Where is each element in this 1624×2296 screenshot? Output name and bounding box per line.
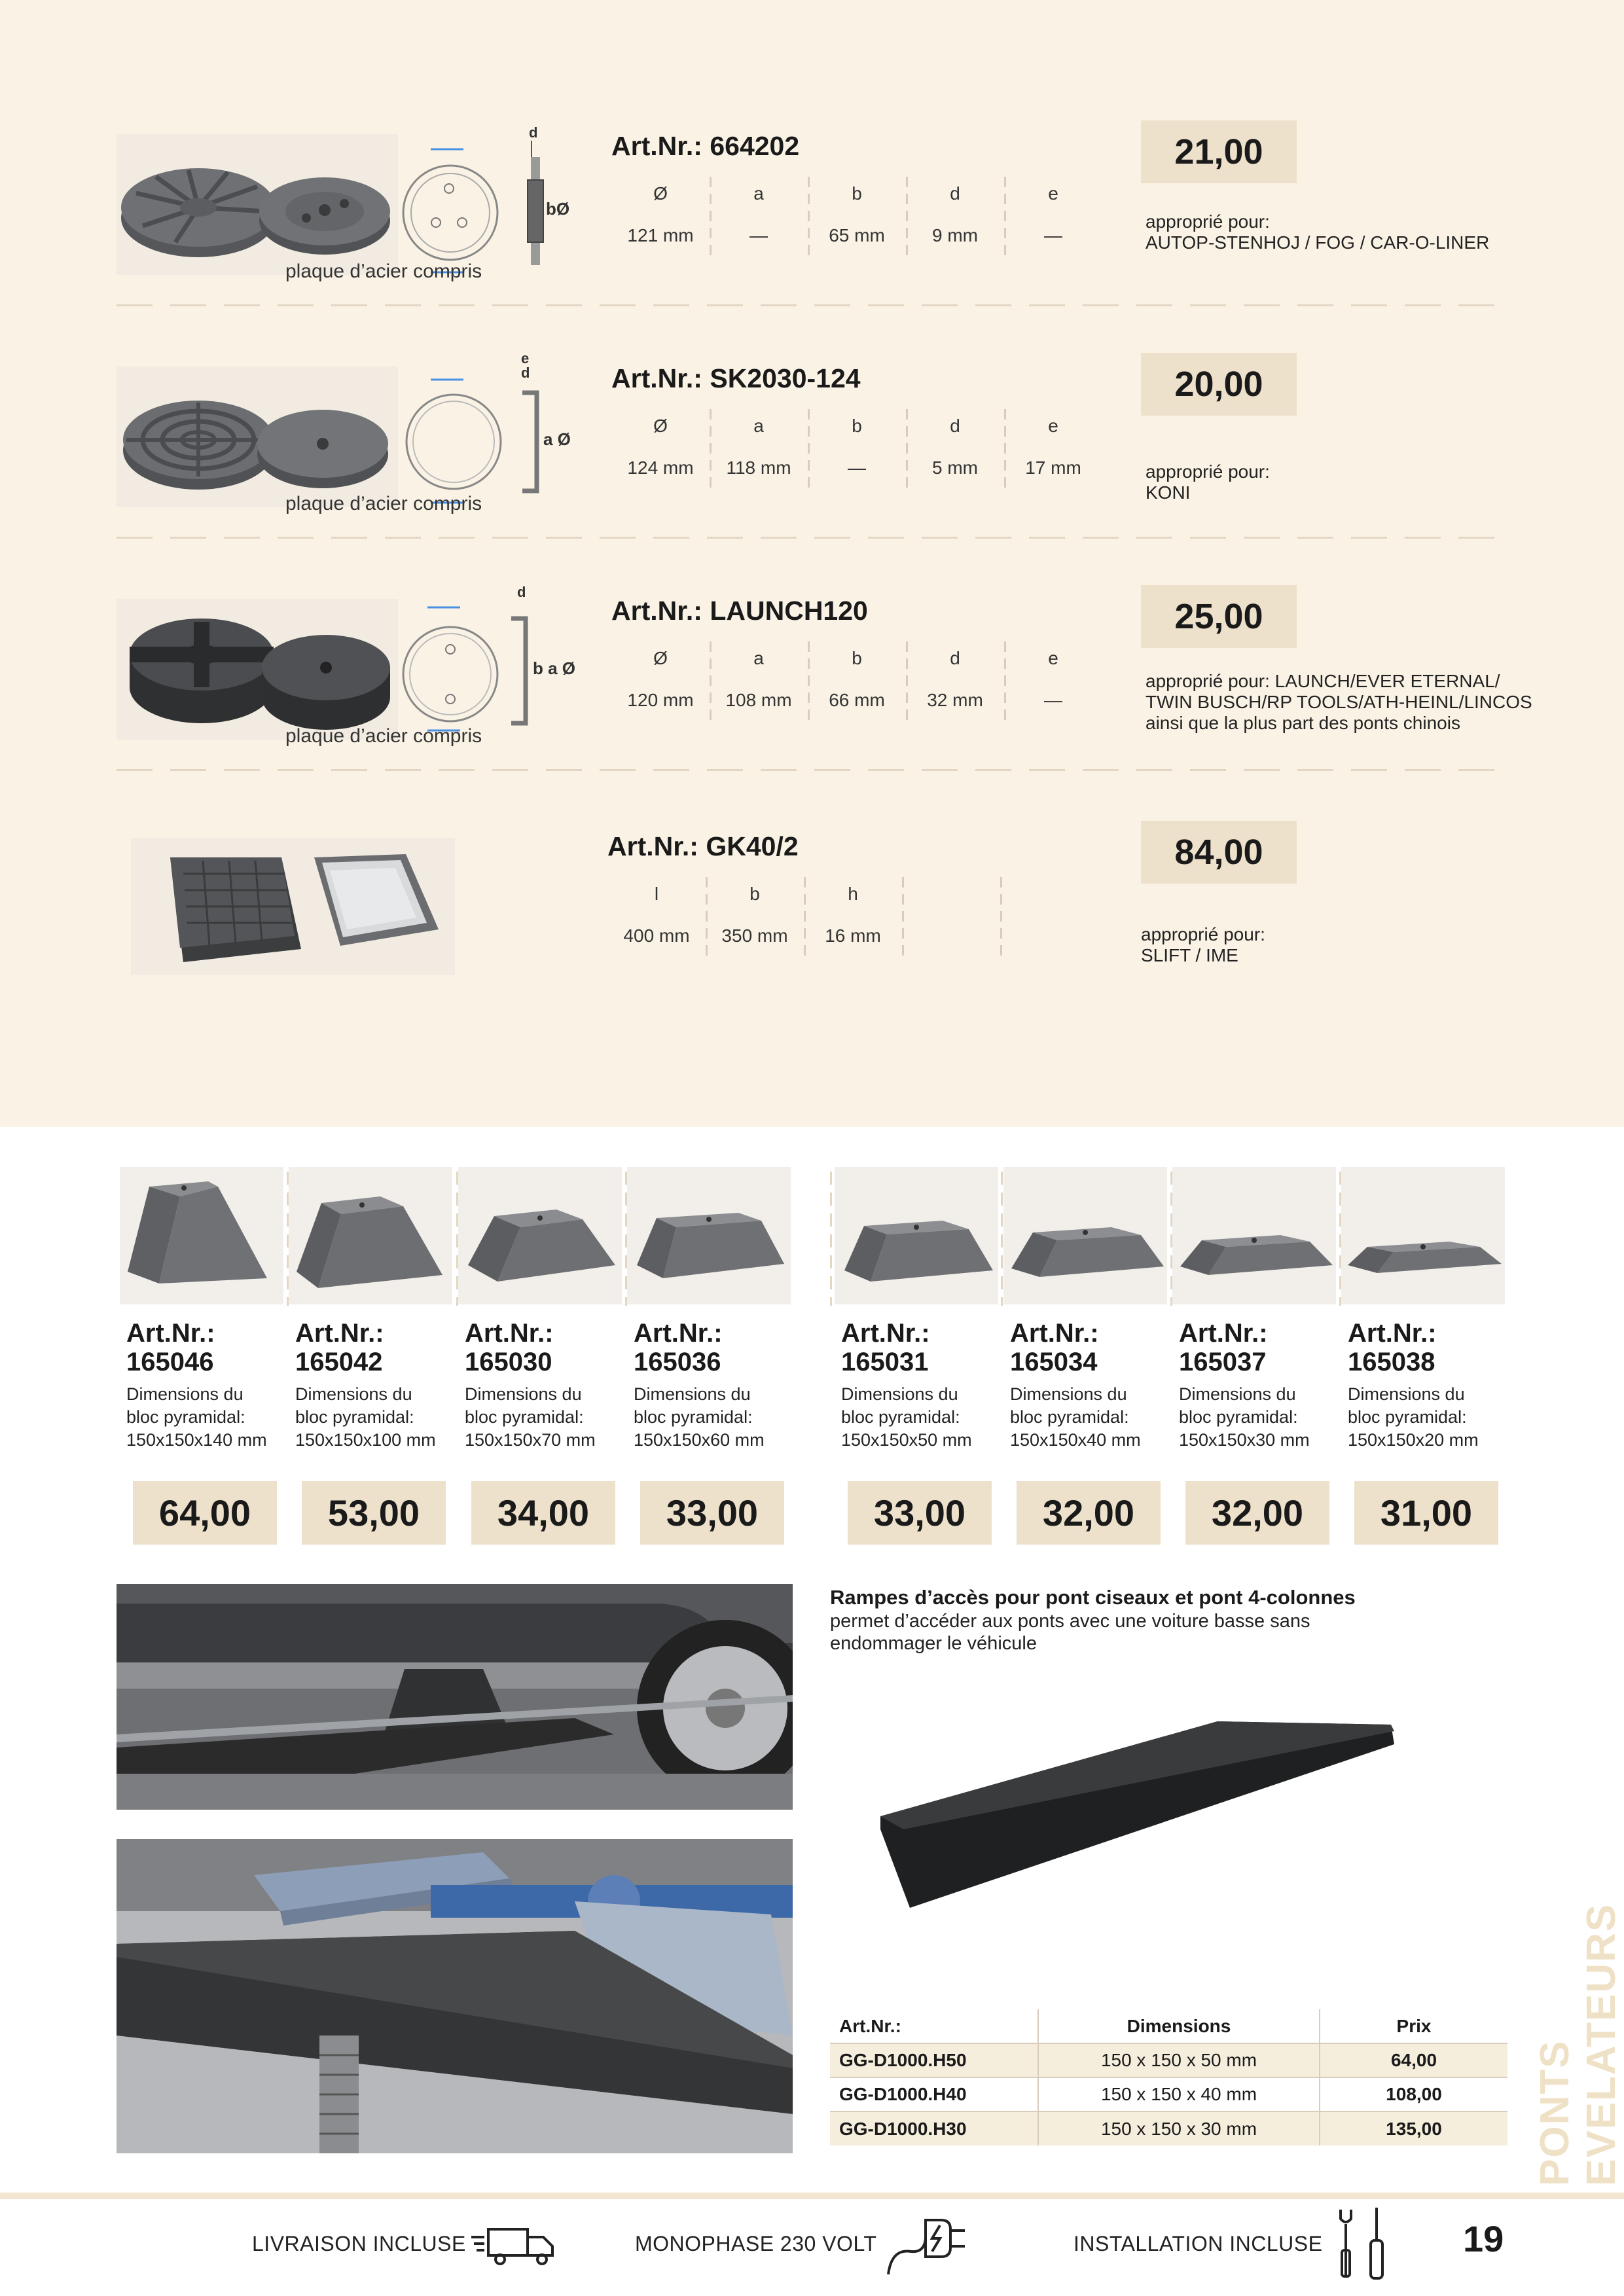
spec-header: Ø — [653, 183, 668, 204]
footer-power-text: MONOPHASE 230 VOLT — [635, 2232, 877, 2255]
table-cell-dimensions: 150 x 150 x 40 mm — [1038, 2077, 1320, 2111]
block-dimensions — [1179, 1383, 1310, 1452]
drawing-label-e: e — [521, 350, 530, 367]
drawing-label-bdiam: bØ — [546, 199, 570, 219]
ramp-photo-lift — [117, 1839, 793, 2153]
block-dimensions — [295, 1383, 436, 1452]
block-desc-line: bloc pyramidal: — [465, 1407, 584, 1427]
row-divider — [117, 537, 1498, 539]
table-header-row — [830, 2009, 1507, 2043]
block-article-number — [634, 1319, 723, 1376]
suitable-for — [1146, 461, 1578, 503]
article-number: Art.Nr.: SK2030-124 — [611, 363, 861, 393]
block-price: 53,00 — [302, 1481, 446, 1545]
pyramid-block-image — [458, 1167, 622, 1304]
spec-table — [607, 877, 1066, 969]
pyramid-block-image — [627, 1167, 791, 1304]
suitable-line: KONI — [1146, 482, 1191, 503]
block-desc-line: 150x150x60 mm — [634, 1430, 765, 1450]
article-number: Art.Nr.: GK40/2 — [607, 831, 799, 861]
spec-header: b — [749, 884, 760, 904]
suitable-for — [1141, 924, 1573, 966]
spec-divider — [1000, 877, 1002, 962]
spec-value: 66 mm — [829, 690, 885, 710]
footer-divider — [0, 2193, 1624, 2199]
spec-divider — [804, 877, 806, 962]
table-row — [830, 2077, 1507, 2111]
spec-value: 65 mm — [829, 225, 885, 245]
product-caption: plaque d’acier compris — [285, 725, 482, 747]
suitable-line: approprié pour: — [1141, 924, 1265, 944]
spec-header: d — [950, 183, 960, 204]
block-price: 33,00 — [640, 1481, 784, 1545]
block-desc-line: bloc pyramidal: — [1348, 1407, 1467, 1427]
block-art-number: 165036 — [634, 1348, 721, 1376]
spec-divider — [710, 409, 712, 494]
product-caption: plaque d’acier compris — [285, 260, 482, 282]
spec-header: l — [654, 884, 659, 904]
block-desc-line: bloc pyramidal: — [634, 1407, 753, 1427]
spec-header: a — [753, 183, 764, 204]
block-desc-line: Dimensions du — [295, 1384, 412, 1404]
block-art-number: 165031 — [841, 1348, 929, 1376]
suitable-line: ainsi que la plus part des ponts chinois — [1146, 713, 1460, 733]
ramp-product-image — [851, 1689, 1401, 1914]
pyramid-block-image — [1341, 1167, 1505, 1304]
spec-value: 124 mm — [627, 457, 694, 478]
column-divider — [830, 1172, 832, 1306]
spec-value: 118 mm — [726, 457, 791, 478]
suitable-line: SLIFT / IME — [1141, 945, 1238, 965]
block-price: 31,00 — [1354, 1481, 1498, 1545]
spec-table — [611, 177, 1070, 268]
table-cell-art: GG-D1000.H50 — [830, 2043, 1038, 2077]
block-dimensions — [841, 1383, 972, 1452]
block-art-label: Art.Nr.: — [1179, 1319, 1268, 1348]
spec-header: b — [852, 416, 862, 436]
block-dimensions — [126, 1383, 267, 1452]
block-article-number — [1179, 1319, 1268, 1376]
block-article-number — [1348, 1319, 1437, 1376]
block-desc-line: Dimensions du — [126, 1384, 244, 1404]
spec-value: — — [848, 457, 866, 478]
drawing-label-badiam: b a Ø — [533, 658, 576, 678]
footer-install-text: INSTALLATION INCLUSE — [1074, 2232, 1323, 2255]
spec-divider — [906, 409, 908, 494]
product-caption: plaque d’acier compris — [285, 493, 482, 514]
block-article-number — [465, 1319, 554, 1376]
block-desc-line: 150x150x30 mm — [1179, 1430, 1310, 1450]
spec-header: b — [852, 183, 862, 204]
block-price: 33,00 — [848, 1481, 992, 1545]
suitable-line: TWIN BUSCH/RP TOOLS/ATH-HEINL/LINCOS — [1146, 692, 1532, 712]
pyramid-block-image — [1003, 1167, 1167, 1304]
price-badge: 84,00 — [1141, 821, 1297, 884]
ramp-price-table — [830, 2009, 1507, 2145]
block-desc-line: Dimensions du — [634, 1384, 751, 1404]
rubber-pad-photo — [117, 599, 398, 740]
price-badge: 25,00 — [1141, 585, 1297, 648]
spec-value: — — [1044, 690, 1062, 710]
block-price: 64,00 — [133, 1481, 277, 1545]
block-desc-line: Dimensions du — [1010, 1384, 1127, 1404]
block-art-label: Art.Nr.: — [295, 1319, 384, 1348]
pyramid-block-image — [835, 1167, 998, 1304]
spec-divider — [906, 641, 908, 726]
spec-header: a — [753, 416, 764, 436]
footer-delivery-text: LIVRAISON INCLUSE — [252, 2232, 466, 2255]
product-row-launch120 — [0, 583, 1624, 805]
table-cell-art: GG-D1000.H30 — [830, 2111, 1038, 2145]
suitable-for — [1146, 671, 1578, 734]
spec-table — [611, 641, 1070, 733]
block-desc-line: Dimensions du — [841, 1384, 958, 1404]
block-dimensions — [1010, 1383, 1141, 1452]
rubber-mat-photo — [131, 838, 455, 975]
pyramid-block-image — [1172, 1167, 1336, 1304]
page-number: 19 — [1463, 2218, 1504, 2259]
block-desc-line: Dimensions du — [1179, 1384, 1296, 1404]
block-desc-line: Dimensions du — [1348, 1384, 1465, 1404]
spec-divider — [906, 177, 908, 262]
suitable-for — [1146, 211, 1578, 253]
spec-header: h — [848, 884, 858, 904]
spec-header: e — [1048, 648, 1058, 668]
spec-divider — [808, 641, 810, 726]
table-header-dimensions: Dimensions — [1038, 2009, 1320, 2043]
table-cell-dimensions: 150 x 150 x 50 mm — [1038, 2043, 1320, 2077]
side-section-label: PONTS EVELATEURS — [1532, 1903, 1624, 2186]
tools-icon — [1334, 2204, 1393, 2283]
spec-divider — [1004, 177, 1006, 262]
table-row — [830, 2043, 1507, 2077]
power-plug-icon — [885, 2212, 977, 2278]
spec-divider — [1004, 409, 1006, 494]
block-art-label: Art.Nr.: — [126, 1319, 215, 1348]
block-desc-line: bloc pyramidal: — [1010, 1407, 1129, 1427]
column-divider — [1001, 1172, 1003, 1306]
block-art-number: 165046 — [126, 1348, 214, 1376]
rubber-pad-photo — [117, 134, 398, 275]
spec-divider — [902, 877, 904, 962]
suitable-line: AUTOP-STENHOJ / FOG / CAR-O-LINER — [1146, 232, 1490, 253]
table-header-art: Art.Nr.: — [830, 2009, 1038, 2043]
block-desc-line: 150x150x20 mm — [1348, 1430, 1479, 1450]
product-row-gk40-2 — [0, 818, 1624, 1041]
pyramid-block-image — [289, 1167, 452, 1304]
block-desc-line: bloc pyramidal: — [1179, 1407, 1298, 1427]
spec-value: 32 mm — [927, 690, 983, 710]
spec-value: 17 mm — [1025, 457, 1081, 478]
table-cell-price: 108,00 — [1320, 2077, 1507, 2111]
spec-divider — [1004, 641, 1006, 726]
block-desc-line: bloc pyramidal: — [126, 1407, 245, 1427]
spec-header: b — [852, 648, 862, 668]
drawing-label-d: d — [517, 584, 526, 600]
drawing-label-d: d — [529, 124, 538, 141]
spec-divider — [808, 177, 810, 262]
block-art-number: 165034 — [1010, 1348, 1098, 1376]
product-row-sk2030-124 — [0, 350, 1624, 573]
block-desc-line: 150x150x40 mm — [1010, 1430, 1141, 1450]
block-desc-line: 150x150x140 mm — [126, 1430, 267, 1450]
block-art-number: 165042 — [295, 1348, 383, 1376]
drawing-label-d: d — [521, 365, 530, 381]
spec-header: Ø — [653, 416, 668, 436]
block-dimensions — [1348, 1383, 1479, 1452]
spec-value: — — [1044, 225, 1062, 245]
block-dimensions — [634, 1383, 765, 1452]
price-badge: 21,00 — [1141, 120, 1297, 183]
spec-header: e — [1048, 183, 1058, 204]
technical-drawing — [391, 583, 588, 740]
suitable-line: approprié pour: — [1146, 461, 1270, 482]
block-desc-line: 150x150x50 mm — [841, 1430, 972, 1450]
block-art-number: 165030 — [465, 1348, 552, 1376]
spec-header: e — [1048, 416, 1058, 436]
product-row-664202 — [0, 118, 1624, 340]
delivery-truck-icon — [470, 2224, 562, 2267]
spec-header: Ø — [653, 648, 668, 668]
block-price: 34,00 — [471, 1481, 615, 1545]
spec-value: 120 mm — [627, 690, 694, 710]
block-art-label: Art.Nr.: — [634, 1319, 723, 1348]
block-art-label: Art.Nr.: — [465, 1319, 554, 1348]
spec-divider — [710, 641, 712, 726]
ramp-description: permet d’accéder aux ponts avec une voiture basse sans endommager le véhicule — [830, 1611, 1310, 1654]
ramp-title: Rampes d’accès pour pont ciseaux et pont 4-colonnes — [830, 1586, 1356, 1609]
spec-header: a — [753, 648, 764, 668]
rubber-pad-photo — [117, 367, 398, 507]
spec-value: — — [749, 225, 768, 245]
pyramid-block-image — [120, 1167, 283, 1304]
spec-value: 16 mm — [825, 925, 881, 946]
block-art-label: Art.Nr.: — [1010, 1319, 1099, 1348]
spec-value: 400 mm — [623, 925, 690, 946]
table-cell-dimensions: 150 x 150 x 30 mm — [1038, 2111, 1320, 2145]
price-badge: 20,00 — [1141, 353, 1297, 416]
ramp-photo-car — [117, 1584, 793, 1810]
block-desc-line: 150x150x70 mm — [465, 1430, 596, 1450]
block-desc-line: bloc pyramidal: — [295, 1407, 414, 1427]
spec-divider — [710, 177, 712, 262]
spec-value: 121 mm — [627, 225, 694, 245]
block-price: 32,00 — [1185, 1481, 1329, 1545]
table-cell-art: GG-D1000.H40 — [830, 2077, 1038, 2111]
block-desc-line: bloc pyramidal: — [841, 1407, 960, 1427]
block-desc-line: Dimensions du — [465, 1384, 582, 1404]
block-dimensions — [465, 1383, 596, 1452]
block-art-label: Art.Nr.: — [841, 1319, 930, 1348]
suitable-line: approprié pour: — [1146, 211, 1270, 232]
article-number: Art.Nr.: LAUNCH120 — [611, 596, 868, 626]
table-header-price: Prix — [1320, 2009, 1507, 2043]
spec-divider — [808, 409, 810, 494]
technical-drawing — [391, 118, 588, 275]
drawing-label-adiam: a Ø — [543, 429, 571, 449]
block-art-number: 165037 — [1179, 1348, 1267, 1376]
spec-value: 9 mm — [932, 225, 978, 245]
table-cell-price: 64,00 — [1320, 2043, 1507, 2077]
block-article-number — [295, 1319, 384, 1376]
spec-value: 108 mm — [725, 690, 792, 710]
spec-value: 350 mm — [721, 925, 788, 946]
block-art-number: 165038 — [1348, 1348, 1435, 1376]
block-article-number — [126, 1319, 215, 1376]
block-article-number — [841, 1319, 930, 1376]
table-row — [830, 2111, 1507, 2145]
spec-table — [611, 409, 1081, 501]
spec-header: d — [950, 648, 960, 668]
block-art-label: Art.Nr.: — [1348, 1319, 1437, 1348]
spec-value: 5 mm — [932, 457, 978, 478]
row-divider — [117, 304, 1498, 306]
table-cell-price: 135,00 — [1320, 2111, 1507, 2145]
block-price: 32,00 — [1017, 1481, 1161, 1545]
row-divider — [117, 769, 1498, 771]
spec-header: d — [950, 416, 960, 436]
block-article-number — [1010, 1319, 1099, 1376]
block-desc-line: 150x150x100 mm — [295, 1430, 436, 1450]
article-number: Art.Nr.: 664202 — [611, 131, 800, 161]
spec-divider — [706, 877, 708, 962]
technical-drawing — [391, 350, 588, 507]
suitable-line: approprié pour: LAUNCH/EVER ETERNAL/ — [1146, 671, 1500, 691]
